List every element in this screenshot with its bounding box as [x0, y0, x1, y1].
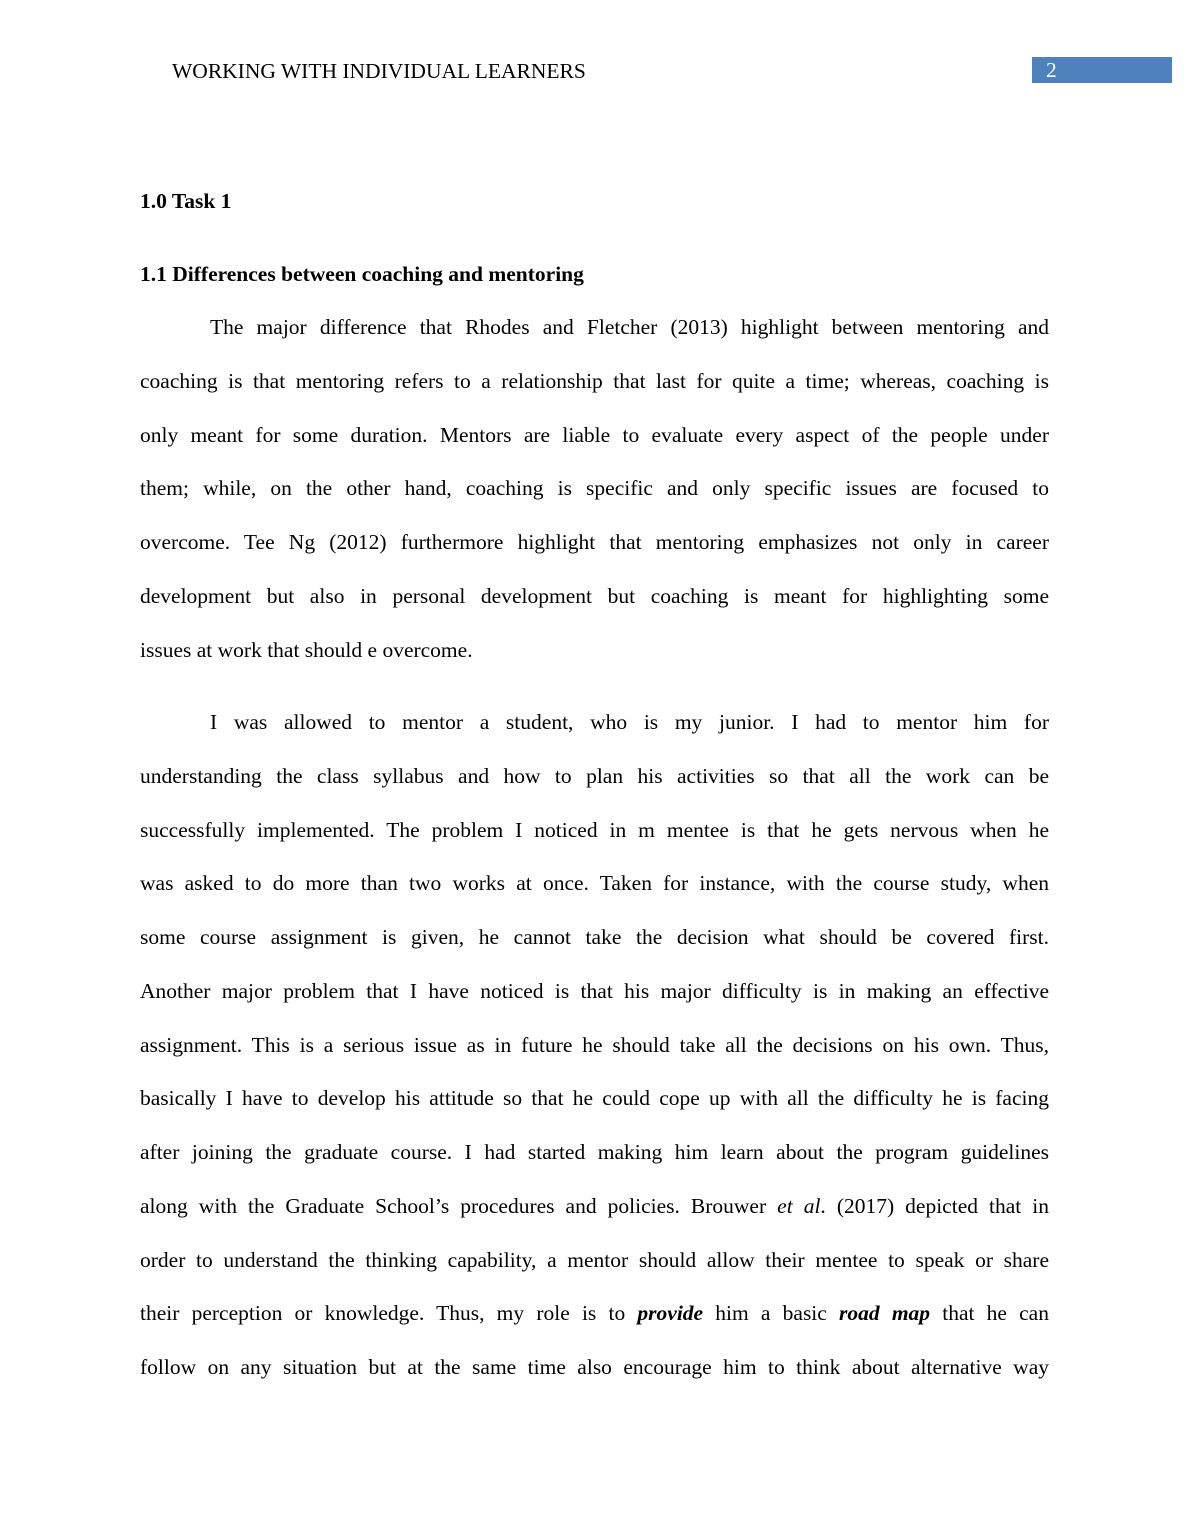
text-run: issues at work that should e overcome. [140, 637, 473, 662]
text-line [140, 1353, 1049, 1407]
paragraph-2 [140, 708, 1049, 1407]
text-line [140, 582, 1049, 636]
text-run: . (2017) depicted that in [820, 1193, 1049, 1218]
text-run: development but also in personal development but coaching is meant for highlighting some [140, 583, 1049, 608]
text-run: I was allowed to mentor a student, who is my junior. I had to mentor him for [210, 710, 1049, 734]
text-line [140, 977, 1049, 1031]
text-line [140, 1138, 1049, 1192]
paragraph-1 [140, 313, 1049, 689]
text-run: their perception or knowledge. Thus, my role is to [140, 1301, 638, 1326]
text-line [140, 923, 1049, 977]
text-run: after joining the graduate course. I had started making him learn about the program guidelines [140, 1140, 1049, 1164]
text-run: along with the Graduate School’s procedures and policies. Brouwer [140, 1193, 778, 1218]
text-run: them; while, on the other hand, coaching is specific and only specific issues are focused to [140, 476, 1049, 501]
text-line [140, 1031, 1049, 1085]
text-line [140, 1192, 1049, 1246]
text-line [140, 1084, 1049, 1138]
heading-differences: 1.1 Differences between coaching and mentoring [140, 262, 584, 286]
text-line [140, 636, 1049, 690]
emphasized-text: provide [637, 1301, 704, 1326]
text-line [140, 313, 1049, 367]
page-number: 2 [1046, 58, 1057, 82]
text-line [140, 421, 1049, 475]
text-run: understanding the class syllabus and how to plan his activities so that all the work can be [140, 763, 1049, 788]
text-line [140, 1246, 1049, 1300]
text-line [140, 1299, 1049, 1353]
text-run: some course assignment is given, he cannot take the decision what should be covered first. [140, 925, 1049, 949]
text-run: was asked to do more than two works at once. Taken for instance, with the course study, when [140, 871, 1049, 896]
text-run: overcome. Tee Ng (2012) furthermore highlight that mentoring emphasizes not only in career [140, 530, 1049, 554]
text-run: follow on any situation but at the same time also encourage him to think about alternative way [140, 1355, 1049, 1379]
text-line [140, 708, 1049, 762]
heading-task-1: 1.0 Task 1 [140, 189, 232, 213]
text-run: order to understand the thinking capability, a mentor should allow their mentee to speak or share [140, 1247, 1049, 1272]
page-number-box [1032, 57, 1172, 83]
text-line [140, 474, 1049, 528]
text-line [140, 528, 1049, 582]
text-run: only meant for some duration. Mentors are liable to evaluate every aspect of the people under [140, 422, 1049, 447]
text-run: successfully implemented. The problem I noticed in m mentee is that he gets nervous when he [140, 817, 1049, 842]
emphasized-text: et al [777, 1193, 821, 1218]
text-run: coaching is that mentoring refers to a relationship that last for quite a time; whereas, coaching is [140, 368, 1049, 393]
text-line [140, 762, 1049, 816]
text-run: basically I have to develop his attitude so that he could cope up with all the difficulty he is facing [140, 1086, 1049, 1111]
text-run: Another major problem that I have noticed is that his major difficulty is in making an effective [140, 978, 1049, 1003]
text-run: that he can [930, 1301, 1049, 1326]
text-run: assignment. This is a serious issue as in future he should take all the decisions on his own. Thus, [140, 1032, 1049, 1057]
emphasized-text: road map [839, 1301, 931, 1326]
text-line [140, 869, 1049, 923]
text-line [140, 816, 1049, 870]
text-run: him a basic [703, 1301, 840, 1326]
text-line [140, 367, 1049, 421]
text-run: The major difference that Rhodes and Fletcher (2013) highlight between mentoring and [210, 315, 1049, 339]
running-title: WORKING WITH INDIVIDUAL LEARNERS [172, 59, 586, 83]
